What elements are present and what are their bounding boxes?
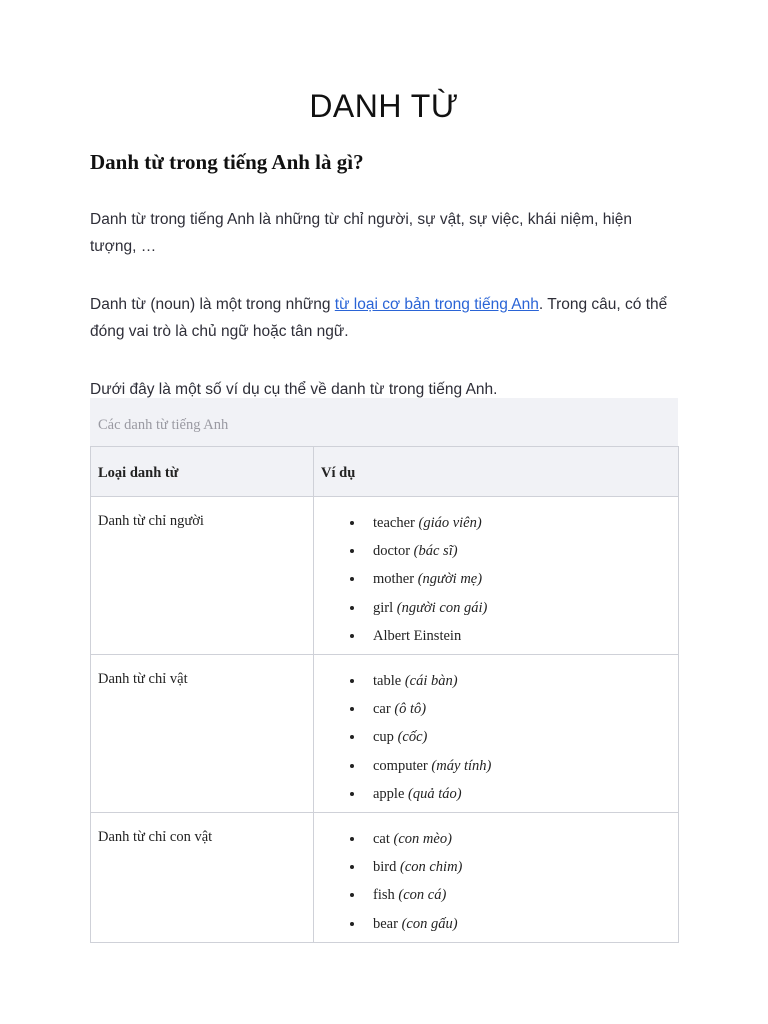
example-word: cup <box>373 729 394 746</box>
examples-cell <box>314 655 679 813</box>
example-word: teacher <box>373 515 415 531</box>
table-row <box>91 497 679 655</box>
page-title: DANH TỪ <box>309 88 459 124</box>
table-header-row <box>91 447 679 497</box>
example-item <box>365 594 671 622</box>
example-item <box>365 537 671 565</box>
examples-list <box>321 813 671 942</box>
example-word: Albert Einstein <box>373 627 462 644</box>
example-translation: (người con gái) <box>396 599 488 616</box>
example-item <box>365 695 671 723</box>
example-translation: (giáo viên) <box>418 515 482 531</box>
example-word: fish <box>373 887 395 904</box>
example-item <box>365 509 671 537</box>
example-word: cat <box>373 831 390 848</box>
section-heading: Danh từ trong tiếng Anh là gì? <box>90 150 364 174</box>
example-word: table <box>373 673 402 690</box>
column-header-examples: Ví dụ <box>314 447 679 497</box>
example-translation: (ô tô) <box>394 701 427 718</box>
example-translation: (cái bàn) <box>404 673 458 690</box>
table-row <box>91 655 679 813</box>
example-item <box>365 853 671 881</box>
example-item <box>365 825 671 853</box>
example-item <box>365 780 671 808</box>
examples-list <box>321 655 671 812</box>
example-translation: (bác sĩ) <box>413 543 458 560</box>
examples-cell <box>314 497 679 655</box>
column-header-noun-type: Loại danh từ <box>91 447 314 497</box>
examples-list <box>321 497 671 654</box>
example-translation: (con cá) <box>398 887 447 904</box>
example-translation: (con gấu) <box>401 915 458 932</box>
example-item <box>365 723 671 751</box>
table-row <box>91 813 679 943</box>
paragraph-noun-role <box>90 291 680 345</box>
example-word: doctor <box>373 543 411 560</box>
example-word: car <box>373 701 391 718</box>
example-item <box>365 667 671 695</box>
noun-types-table <box>90 446 679 943</box>
paragraph-text-before-link: Danh từ (noun) là một trong những <box>90 296 335 313</box>
example-word: mother <box>373 571 415 588</box>
example-word: girl <box>373 599 394 616</box>
example-translation: (cốc) <box>397 729 428 746</box>
example-translation: (con chim) <box>399 859 463 876</box>
example-word: bird <box>373 859 397 876</box>
example-item <box>365 622 671 650</box>
example-translation: (người mẹ) <box>417 571 483 588</box>
table-caption: Các danh từ tiếng Anh <box>90 398 678 446</box>
example-item <box>365 752 671 780</box>
noun-type-cell: Danh từ chỉ người <box>91 497 314 655</box>
example-translation: (quả táo) <box>408 785 462 802</box>
example-word: computer <box>373 757 428 774</box>
noun-type-cell: Danh từ chỉ con vật <box>91 813 314 943</box>
paragraph-text-after-link: . Trong câu, có thể đóng vai trò là chủ ngữ hoặc tân ngữ. <box>90 296 668 340</box>
example-item <box>365 565 671 593</box>
example-translation: (con mèo) <box>393 831 452 848</box>
noun-type-cell: Danh từ chỉ vật <box>91 655 314 813</box>
example-item <box>365 910 671 938</box>
word-types-link[interactable]: từ loại cơ bản trong tiếng Anh <box>334 296 539 313</box>
example-word: apple <box>373 785 405 802</box>
example-translation: (máy tính) <box>431 757 492 774</box>
paragraph-definition: Danh từ trong tiếng Anh là những từ chỉ người, sự vật, sự việc, khái niệm, hiện tượng, … <box>90 211 633 255</box>
example-word: bear <box>373 915 398 932</box>
examples-cell <box>314 813 679 943</box>
example-item <box>365 881 671 909</box>
paragraph-examples-intro: Dưới đây là một số ví dụ cụ thể về danh từ trong tiếng Anh. <box>90 381 498 398</box>
